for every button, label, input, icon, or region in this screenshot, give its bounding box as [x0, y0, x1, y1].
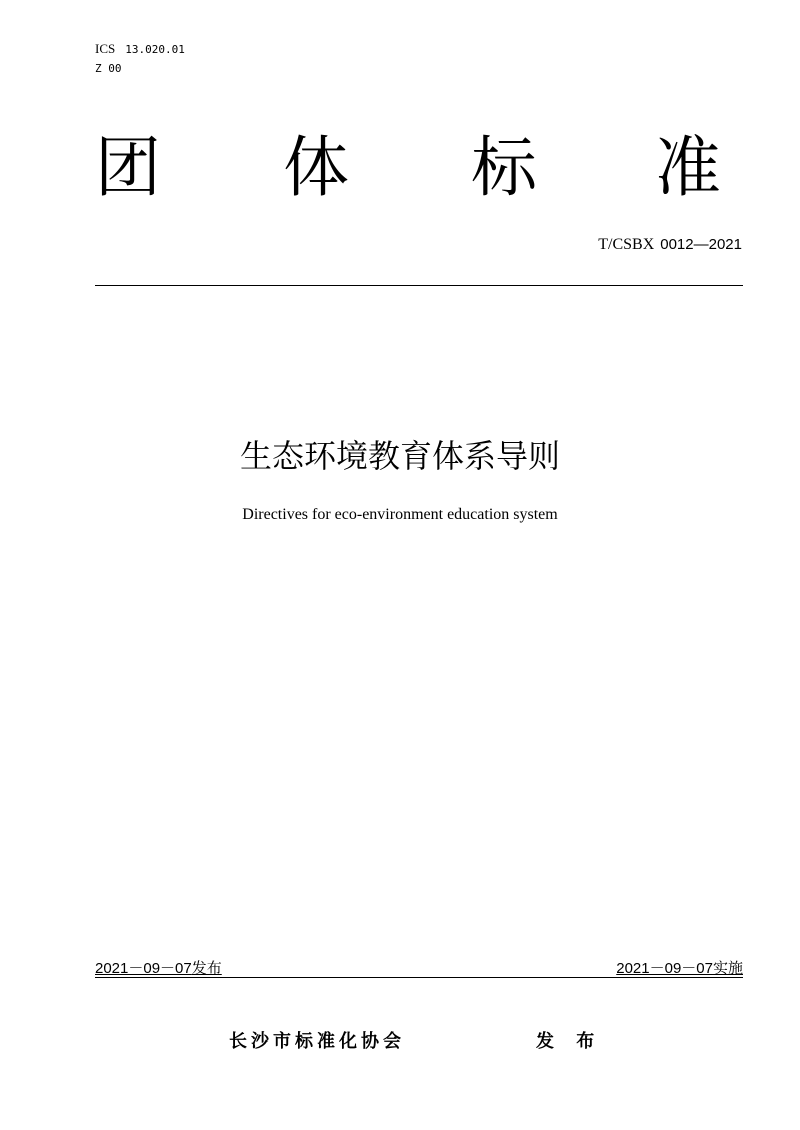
heading-char-4: 准 [655, 129, 721, 206]
ccs-code: Z 00 [95, 62, 122, 75]
standard-prefix: T/CSBX [598, 236, 655, 253]
effective-date-value: 2021－09－07 [616, 960, 713, 977]
heading-char-3: 标 [471, 129, 537, 206]
document-title-en: Directives for eco-environment education system [242, 506, 558, 523]
ics-classification [95, 42, 185, 57]
ics-code: 13.020.01 [125, 43, 185, 56]
group-standard-heading [95, 128, 745, 208]
release-date-value: 2021－09－07 [95, 960, 192, 977]
effective-date [616, 960, 743, 978]
effective-label: 实施 [712, 960, 743, 977]
ics-label: ICS [95, 41, 116, 56]
heading-char-2: 体 [283, 129, 349, 206]
release-date [95, 960, 222, 978]
release-label: 发布 [191, 960, 222, 977]
heading-char-1: 团 [95, 129, 161, 206]
bottom-divider [95, 977, 743, 978]
top-divider [95, 285, 743, 286]
standard-number [598, 234, 742, 255]
document-title-cn: 生态环境教育体系导则 [239, 437, 560, 475]
standard-code: 0012—2021 [660, 236, 742, 253]
publish-word: 发 布 [536, 1031, 603, 1052]
publisher-name: 长沙市标准化协会 [229, 1031, 405, 1052]
